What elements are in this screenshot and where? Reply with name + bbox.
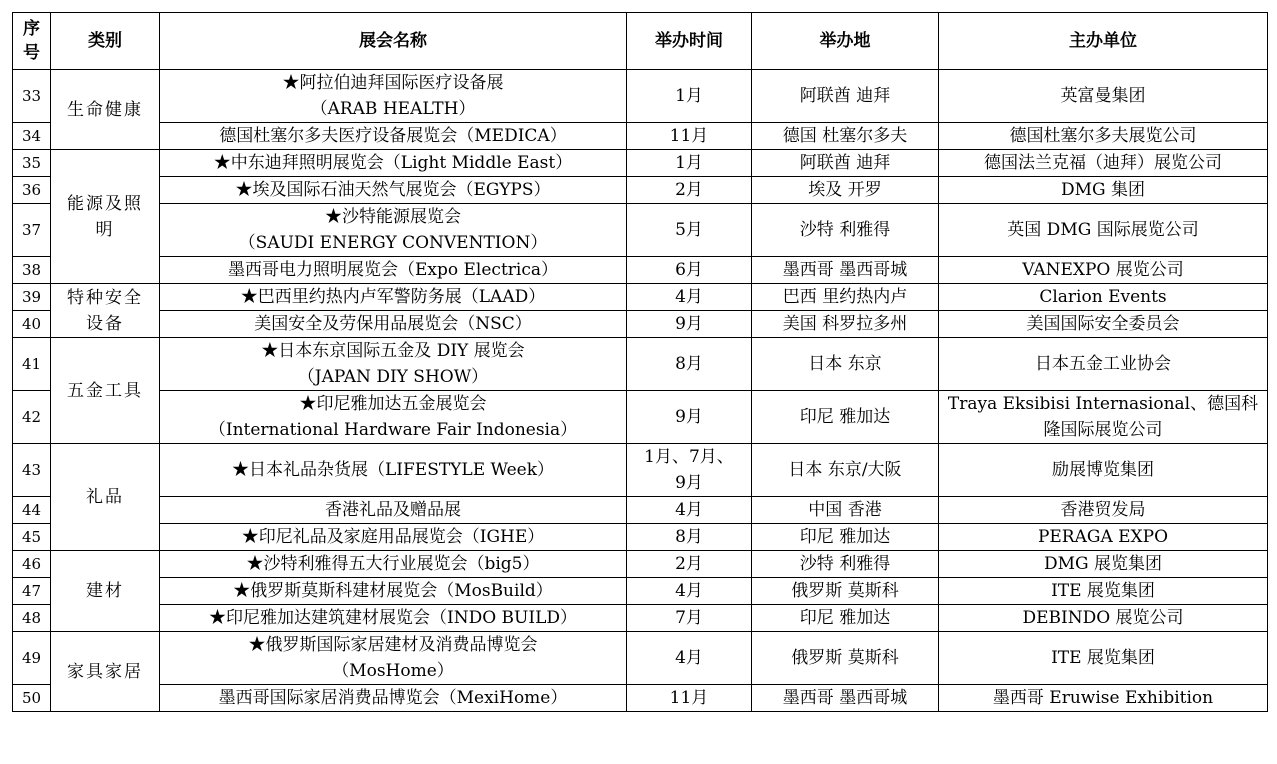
table-row (13, 284, 1268, 311)
expo-name-line: （JAPAN DIY SHOW） (297, 367, 489, 387)
row-number: 43 (13, 444, 51, 497)
expo-name-line: ★印尼雅加达五金展览会 (299, 394, 487, 414)
expo-organizer (939, 70, 1268, 123)
expo-time-line: 7月 (675, 608, 703, 628)
row-number: 46 (13, 551, 51, 578)
header-place: 举办地 (752, 13, 939, 70)
expo-name-line: 美国安全及劳保用品展览会（NSC） (254, 314, 532, 334)
expo-organizer-line: PERAGA EXPO (1037, 527, 1169, 547)
expo-organizer (939, 605, 1268, 632)
expo-time-line: 11月 (669, 688, 709, 708)
category-cell (51, 150, 160, 284)
expo-time-line: 2月 (675, 180, 703, 200)
row-number: 48 (13, 605, 51, 632)
table-row (13, 391, 1268, 444)
table-row (13, 524, 1268, 551)
table-row (13, 123, 1268, 150)
expo-place: 印尼 雅加达 (752, 605, 939, 632)
expo-time-line: 8月 (675, 354, 703, 374)
expo-place: 阿联酋 迪拜 (752, 70, 939, 123)
expo-organizer-line: 英国 DMG 国际展览公司 (1007, 220, 1199, 240)
category-line: 明 (95, 219, 115, 240)
category-cell (51, 632, 160, 712)
expo-name-line: ★日本东京国际五金及 DIY 展览会 (261, 341, 525, 361)
expo-organizer (939, 524, 1268, 551)
expo-organizer (939, 685, 1268, 712)
expo-time (627, 391, 752, 444)
expo-name-line: 墨西哥电力照明展览会（Expo Electrica） (228, 260, 558, 280)
expo-time-line: 5月 (675, 220, 703, 240)
expo-name (160, 524, 627, 551)
category-cell (51, 551, 160, 632)
expo-place: 美国 科罗拉多州 (752, 311, 939, 338)
header-category: 类别 (51, 13, 160, 70)
expo-time (627, 685, 752, 712)
table-row (13, 605, 1268, 632)
expo-name-line: （MosHome） (332, 661, 454, 681)
expo-time (627, 497, 752, 524)
category-line: 能源及照 (67, 193, 143, 214)
expo-organizer (939, 444, 1268, 497)
expo-time-line: 9月 (675, 314, 703, 334)
expo-name (160, 311, 627, 338)
expo-time-line: 9月 (675, 473, 703, 493)
category-line: 特种安全 (67, 287, 143, 308)
row-number: 38 (13, 257, 51, 284)
expo-place: 巴西 里约热内卢 (752, 284, 939, 311)
expo-name (160, 605, 627, 632)
category-line: 礼品 (86, 487, 124, 507)
expo-time-line: 1月 (675, 86, 703, 106)
expo-time-line: 1月、7月、 (644, 447, 734, 467)
expo-time (627, 70, 752, 123)
row-number: 47 (13, 578, 51, 605)
expo-time-line: 4月 (675, 500, 703, 520)
expo-time-line: 6月 (675, 260, 703, 280)
expo-name (160, 284, 627, 311)
row-number: 39 (13, 284, 51, 311)
expo-time (627, 204, 752, 257)
expo-time (627, 150, 752, 177)
table-row (13, 70, 1268, 123)
expo-place: 埃及 开罗 (752, 177, 939, 204)
expo-time (627, 284, 752, 311)
table-row (13, 177, 1268, 204)
table-row (13, 497, 1268, 524)
expo-name-line: ★埃及国际石油天然气展览会（EGYPS） (235, 180, 551, 200)
expo-name-line: ★日本礼品杂货展（LIFESTYLE Week） (231, 460, 555, 480)
row-number: 36 (13, 177, 51, 204)
expo-organizer (939, 391, 1268, 444)
expo-name-line: 墨西哥国际家居消费品博览会（MexiHome） (218, 688, 568, 708)
table-row (13, 311, 1268, 338)
row-number: 37 (13, 204, 51, 257)
expo-organizer-line: DEBINDO 展览公司 (1022, 608, 1184, 628)
expo-place: 阿联酋 迪拜 (752, 150, 939, 177)
row-number: 40 (13, 311, 51, 338)
expo-time-line: 4月 (675, 581, 703, 601)
table-row (13, 685, 1268, 712)
header-time: 举办时间 (627, 13, 752, 70)
expo-organizer-line: 隆国际展览公司 (1043, 420, 1163, 440)
expo-organizer (939, 257, 1268, 284)
expo-organizer-line: 日本五金工业协会 (1035, 354, 1171, 374)
header-seq-line: 序 (23, 19, 40, 39)
expo-name-line: ★俄罗斯国际家居建材及消费品博览会 (248, 635, 538, 655)
expo-time-line: 9月 (675, 407, 703, 427)
expo-organizer (939, 284, 1268, 311)
row-number: 33 (13, 70, 51, 123)
expo-organizer-line: 德国法兰克福（迪拜）展览公司 (984, 153, 1222, 173)
expo-name (160, 632, 627, 685)
expo-organizer (939, 497, 1268, 524)
expo-organizer (939, 204, 1268, 257)
expo-place: 俄罗斯 莫斯科 (752, 578, 939, 605)
expo-name (160, 150, 627, 177)
expo-time-line: 8月 (675, 527, 703, 547)
expo-time (627, 257, 752, 284)
expo-name-line: （International Hardware Fair Indonesia） (208, 420, 578, 440)
expo-name (160, 204, 627, 257)
expo-organizer-line: 励展博览集团 (1052, 460, 1154, 480)
expo-place: 沙特 利雅得 (752, 551, 939, 578)
row-number: 41 (13, 338, 51, 391)
expo-name-line: ★沙特利雅得五大行业展览会（big5） (246, 554, 540, 574)
expo-time (627, 123, 752, 150)
expo-name (160, 444, 627, 497)
expo-time-line: 2月 (675, 554, 703, 574)
expo-place: 墨西哥 墨西哥城 (752, 685, 939, 712)
expo-name (160, 578, 627, 605)
table-row (13, 444, 1268, 497)
table-row (13, 551, 1268, 578)
expo-name-line: 香港礼品及赠品展 (325, 500, 461, 520)
row-number: 45 (13, 524, 51, 551)
row-number: 50 (13, 685, 51, 712)
table-row (13, 632, 1268, 685)
expo-organizer (939, 632, 1268, 685)
expo-name (160, 257, 627, 284)
expo-organizer-line: 德国杜塞尔多夫展览公司 (1009, 126, 1197, 146)
expo-name-line: （ARAB HEALTH） (310, 99, 476, 119)
expo-time (627, 632, 752, 685)
expo-organizer (939, 177, 1268, 204)
expo-time-line: 4月 (675, 648, 703, 668)
expo-place: 印尼 雅加达 (752, 391, 939, 444)
table-row (13, 578, 1268, 605)
expo-name (160, 685, 627, 712)
expo-name-line: ★巴西里约热内卢军警防务展（LAAD） (240, 287, 546, 307)
expo-organizer-line: Clarion Events (1039, 287, 1167, 307)
expo-organizer (939, 123, 1268, 150)
expo-name-line: ★沙特能源展览会 (325, 207, 461, 227)
row-number: 35 (13, 150, 51, 177)
expo-time-line: 4月 (675, 287, 703, 307)
category-cell (51, 70, 160, 150)
expo-organizer-line: 美国国际安全委员会 (1026, 314, 1180, 334)
expo-name (160, 338, 627, 391)
expo-time (627, 444, 752, 497)
expo-place: 日本 东京 (752, 338, 939, 391)
expo-name (160, 391, 627, 444)
category-cell (51, 284, 160, 338)
expo-organizer-line: ITE 展览集团 (1051, 648, 1155, 668)
expo-organizer-line: DMG 集团 (1060, 180, 1146, 200)
expo-name-line: ★阿拉伯迪拜国际医疗设备展 (282, 73, 504, 93)
expo-organizer-line: VANEXPO 展览公司 (1022, 260, 1184, 280)
expo-name (160, 551, 627, 578)
expo-time (627, 311, 752, 338)
expo-organizer (939, 150, 1268, 177)
expo-time (627, 605, 752, 632)
expo-name (160, 70, 627, 123)
expo-organizer (939, 578, 1268, 605)
expo-place: 德国 杜塞尔多夫 (752, 123, 939, 150)
header-organizer: 主办单位 (939, 13, 1268, 70)
category-line: 建材 (86, 581, 124, 601)
expo-time (627, 177, 752, 204)
expo-organizer (939, 551, 1268, 578)
expo-time (627, 338, 752, 391)
expo-table (12, 12, 1268, 712)
table-row (13, 204, 1268, 257)
header-seq-line: 号 (23, 43, 40, 63)
expo-organizer-line: 香港贸发局 (1060, 500, 1146, 520)
expo-place: 中国 香港 (752, 497, 939, 524)
expo-name (160, 497, 627, 524)
expo-organizer-line: ITE 展览集团 (1051, 581, 1155, 601)
category-line: 生命健康 (67, 99, 143, 120)
expo-time-line: 11月 (669, 126, 709, 146)
category-cell (51, 444, 160, 551)
expo-organizer-line: DMG 展览集团 (1043, 554, 1163, 574)
category-line: 五金工具 (67, 380, 143, 401)
table-row (13, 150, 1268, 177)
expo-time (627, 551, 752, 578)
expo-organizer (939, 311, 1268, 338)
table-row (13, 338, 1268, 391)
expo-organizer-line: 墨西哥 Eruwise Exhibition (992, 688, 1214, 708)
expo-name-line: 德国杜塞尔多夫医疗设备展览会（MEDICA） (219, 126, 567, 146)
expo-time (627, 524, 752, 551)
expo-name-line: ★俄罗斯莫斯科建材展览会（MosBuild） (233, 581, 553, 601)
expo-organizer (939, 338, 1268, 391)
row-number: 34 (13, 123, 51, 150)
header-seq (13, 13, 51, 70)
expo-name-line: ★印尼雅加达建筑建材展览会（INDO BUILD） (208, 608, 577, 628)
expo-place: 印尼 雅加达 (752, 524, 939, 551)
expo-name-line: ★中东迪拜照明展览会（Light Middle East） (213, 153, 573, 173)
expo-organizer-line: Traya Eksibisi Internasional、德国科 (947, 394, 1259, 414)
expo-time (627, 578, 752, 605)
row-number: 42 (13, 391, 51, 444)
expo-place: 日本 东京/大阪 (752, 444, 939, 497)
expo-time-line: 1月 (675, 153, 703, 173)
row-number: 49 (13, 632, 51, 685)
expo-organizer-line: 英富曼集团 (1060, 86, 1146, 106)
expo-place: 俄罗斯 莫斯科 (752, 632, 939, 685)
header-row (13, 13, 1268, 70)
header-name: 展会名称 (160, 13, 627, 70)
category-cell (51, 338, 160, 444)
category-line: 设备 (86, 313, 124, 334)
category-line: 家具家居 (67, 661, 143, 682)
expo-name (160, 123, 627, 150)
expo-name-line: ★印尼礼品及家庭用品展览会（IGHE） (241, 527, 545, 547)
row-number: 44 (13, 497, 51, 524)
expo-name (160, 177, 627, 204)
expo-place: 沙特 利雅得 (752, 204, 939, 257)
expo-name-line: （SAUDI ENERGY CONVENTION） (238, 233, 548, 253)
expo-place: 墨西哥 墨西哥城 (752, 257, 939, 284)
table-row (13, 257, 1268, 284)
